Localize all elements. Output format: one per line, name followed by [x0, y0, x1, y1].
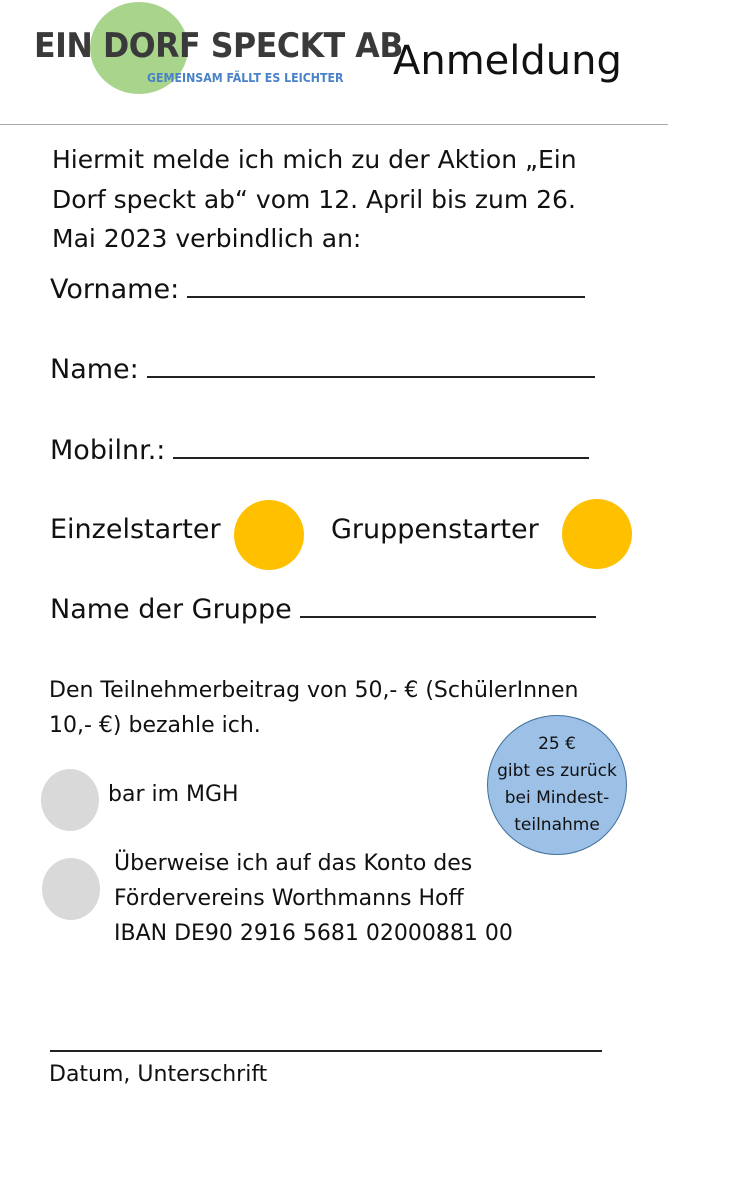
fee-text [49, 673, 578, 743]
fee-line: Den Teilnehmerbeitrag von 50,- € (SchülerInnen [49, 678, 579, 703]
gruppenstarter-option[interactable] [562, 499, 632, 569]
transfer-line: Überweise ich auf das Konto des [114, 851, 473, 876]
intro-line: Hiermit melde ich mich zu der Aktion „Ein [52, 145, 577, 174]
refund-badge [487, 715, 627, 855]
badge-line: teilnahme [514, 815, 600, 835]
name-input-line[interactable] [147, 354, 595, 378]
vorname-field [50, 274, 585, 305]
page-title: Anmeldung [393, 38, 622, 84]
logo-tagline: GEMEINSAM FÄLLT ES LEICHTER [147, 70, 344, 85]
gruppenstarter-label: Gruppenstarter [331, 514, 539, 545]
einzelstarter-option[interactable] [234, 500, 304, 570]
intro-line: Mai 2023 verbindlich an: [52, 224, 362, 253]
badge-line: bei Mindest- [504, 788, 610, 808]
gruppe-field [50, 594, 596, 625]
logo-text: EIN DORF SPECKT AB [34, 26, 403, 66]
name-field [50, 354, 595, 385]
gruppe-label: Name der Gruppe [50, 594, 292, 625]
transfer-line: Fördervereins Worthmanns Hoff [114, 886, 464, 911]
transfer-option[interactable] [42, 858, 100, 920]
einzelstarter-label: Einzelstarter [50, 514, 221, 545]
badge-line: 25 € [538, 734, 576, 754]
header-divider [0, 124, 668, 125]
vorname-label: Vorname: [50, 274, 180, 305]
mobil-input-line[interactable] [173, 435, 589, 459]
intro-line: Dorf speckt ab“ vom 12. April bis zum 26. [52, 184, 576, 214]
intro-paragraph [52, 140, 652, 259]
cash-option[interactable] [41, 769, 99, 831]
cash-text: bar im MGH [108, 782, 239, 807]
gruppe-input-line[interactable] [300, 594, 596, 618]
vorname-input-line[interactable] [187, 274, 585, 298]
mobil-label: Mobilnr.: [50, 435, 166, 466]
mobil-field [50, 435, 589, 466]
badge-line: gibt es zurück [497, 761, 617, 781]
signature-label-text: Datum, Unterschrift [49, 1062, 268, 1087]
signature-line[interactable] [50, 1050, 602, 1052]
cash-label [108, 777, 239, 812]
fee-line: 10,- €) bezahle ich. [49, 713, 261, 738]
transfer-line: IBAN DE90 2916 5681 02000881 00 [114, 921, 513, 946]
transfer-text [114, 846, 513, 951]
signature-label [49, 1057, 267, 1092]
name-label: Name: [50, 354, 139, 385]
